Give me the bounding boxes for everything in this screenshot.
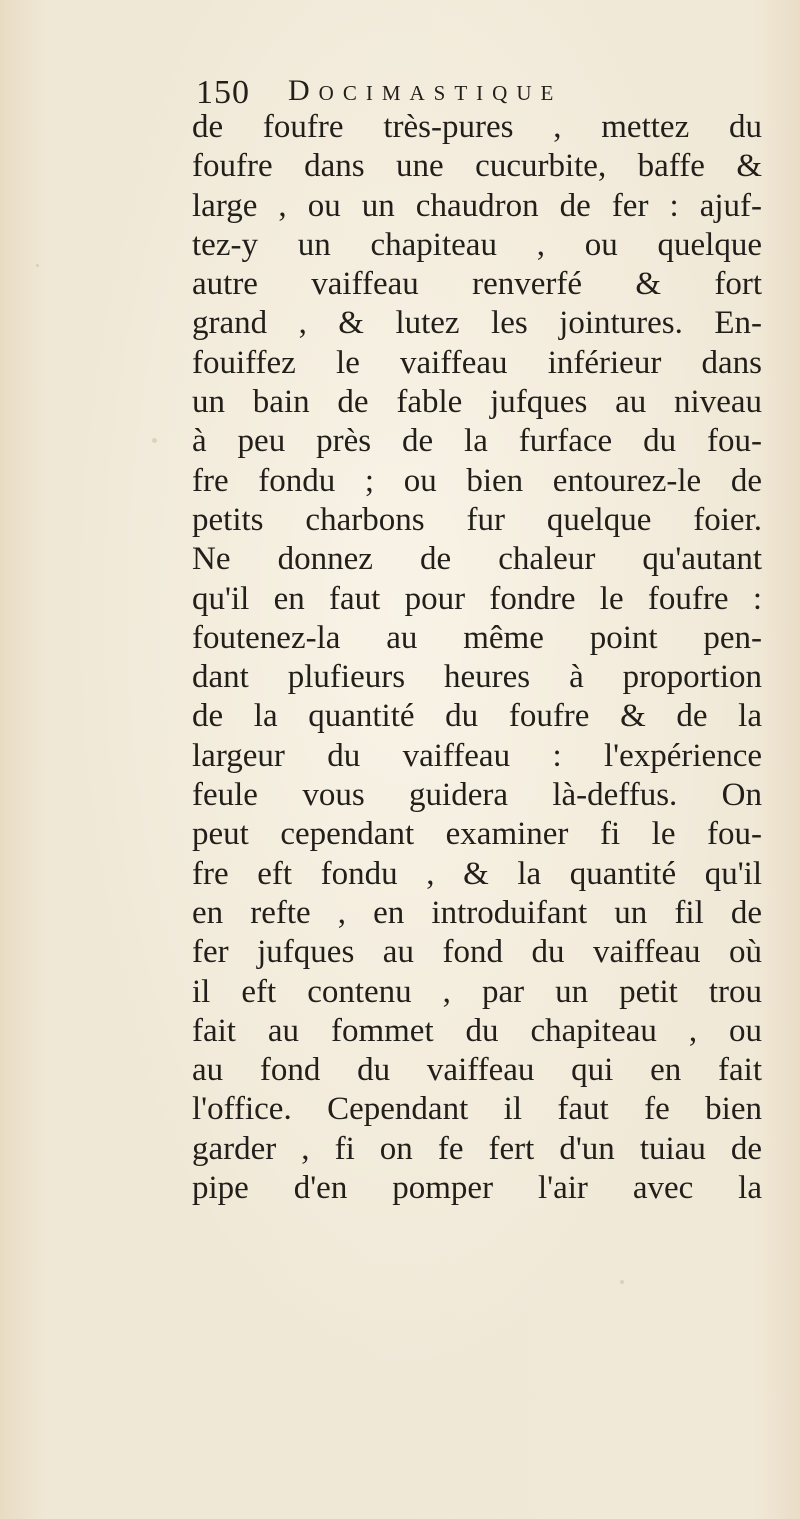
text-line: peut cependant examiner fi le fou- (192, 816, 762, 853)
text-line: fre eft fondu , & la quantité qu'il (192, 855, 762, 892)
text-line: fer jufques au fond du vaiffeau où (192, 934, 762, 971)
body-text (192, 108, 762, 1208)
paper-spot (36, 264, 39, 267)
text-line: Ne donnez de chaleur qu'autant (192, 541, 762, 578)
text-line: de foufre très-pures , mettez du (192, 109, 762, 145)
text-line: l'office. Cependant il faut fe bien (192, 1091, 762, 1128)
text-line: garder , fi on fe fert d'un tuiau de (192, 1130, 762, 1167)
text-line: autre vaiffeau renverfé & fort (192, 266, 762, 303)
text-line: à peu près de la furface du fou- (192, 423, 762, 460)
text-line: fouiffez le vaiffeau inférieur dans (192, 344, 762, 381)
text-line: grand , & lutez les jointures. En- (192, 305, 762, 342)
text-line: pipe d'en pomper l'air avec la (192, 1170, 762, 1207)
text-line: au fond du vaiffeau qui en fait (192, 1052, 762, 1089)
running-title: Docimastique (288, 74, 563, 107)
text-line: qu'il en faut pour fondre le foufre : (192, 580, 762, 617)
text-line: il eft contenu , par un petit trou (192, 973, 762, 1010)
text-line: fait au fommet du chapiteau , ou (192, 1012, 762, 1049)
text-line: tez-y un chapiteau , ou quelque (192, 226, 762, 263)
text-line: feule vous guidera là-deffus. On (192, 777, 762, 814)
page-number: 150 (196, 74, 250, 111)
text-line: foufre dans une cucurbite, baffe & (192, 148, 762, 185)
text-line: fre fondu ; ou bien entourez-le de (192, 462, 762, 499)
paper-spot (152, 438, 157, 443)
text-line: un bain de fable jufques au niveau (192, 384, 762, 421)
text-line: petits charbons fur quelque foier. (192, 501, 762, 538)
text-line: en refte , en introduifant un fil de (192, 894, 762, 931)
paper-spot (620, 1280, 624, 1284)
text-line: foutenez-la au même point pen- (192, 619, 762, 656)
text-line: largeur du vaiffeau : l'expérience (192, 737, 762, 774)
text-line: large , ou un chaudron de fer : ajuf- (192, 187, 762, 224)
text-line: de la quantité du foufre & de la (192, 698, 762, 735)
text-line: dant plufieurs heures à proportion (192, 659, 762, 696)
